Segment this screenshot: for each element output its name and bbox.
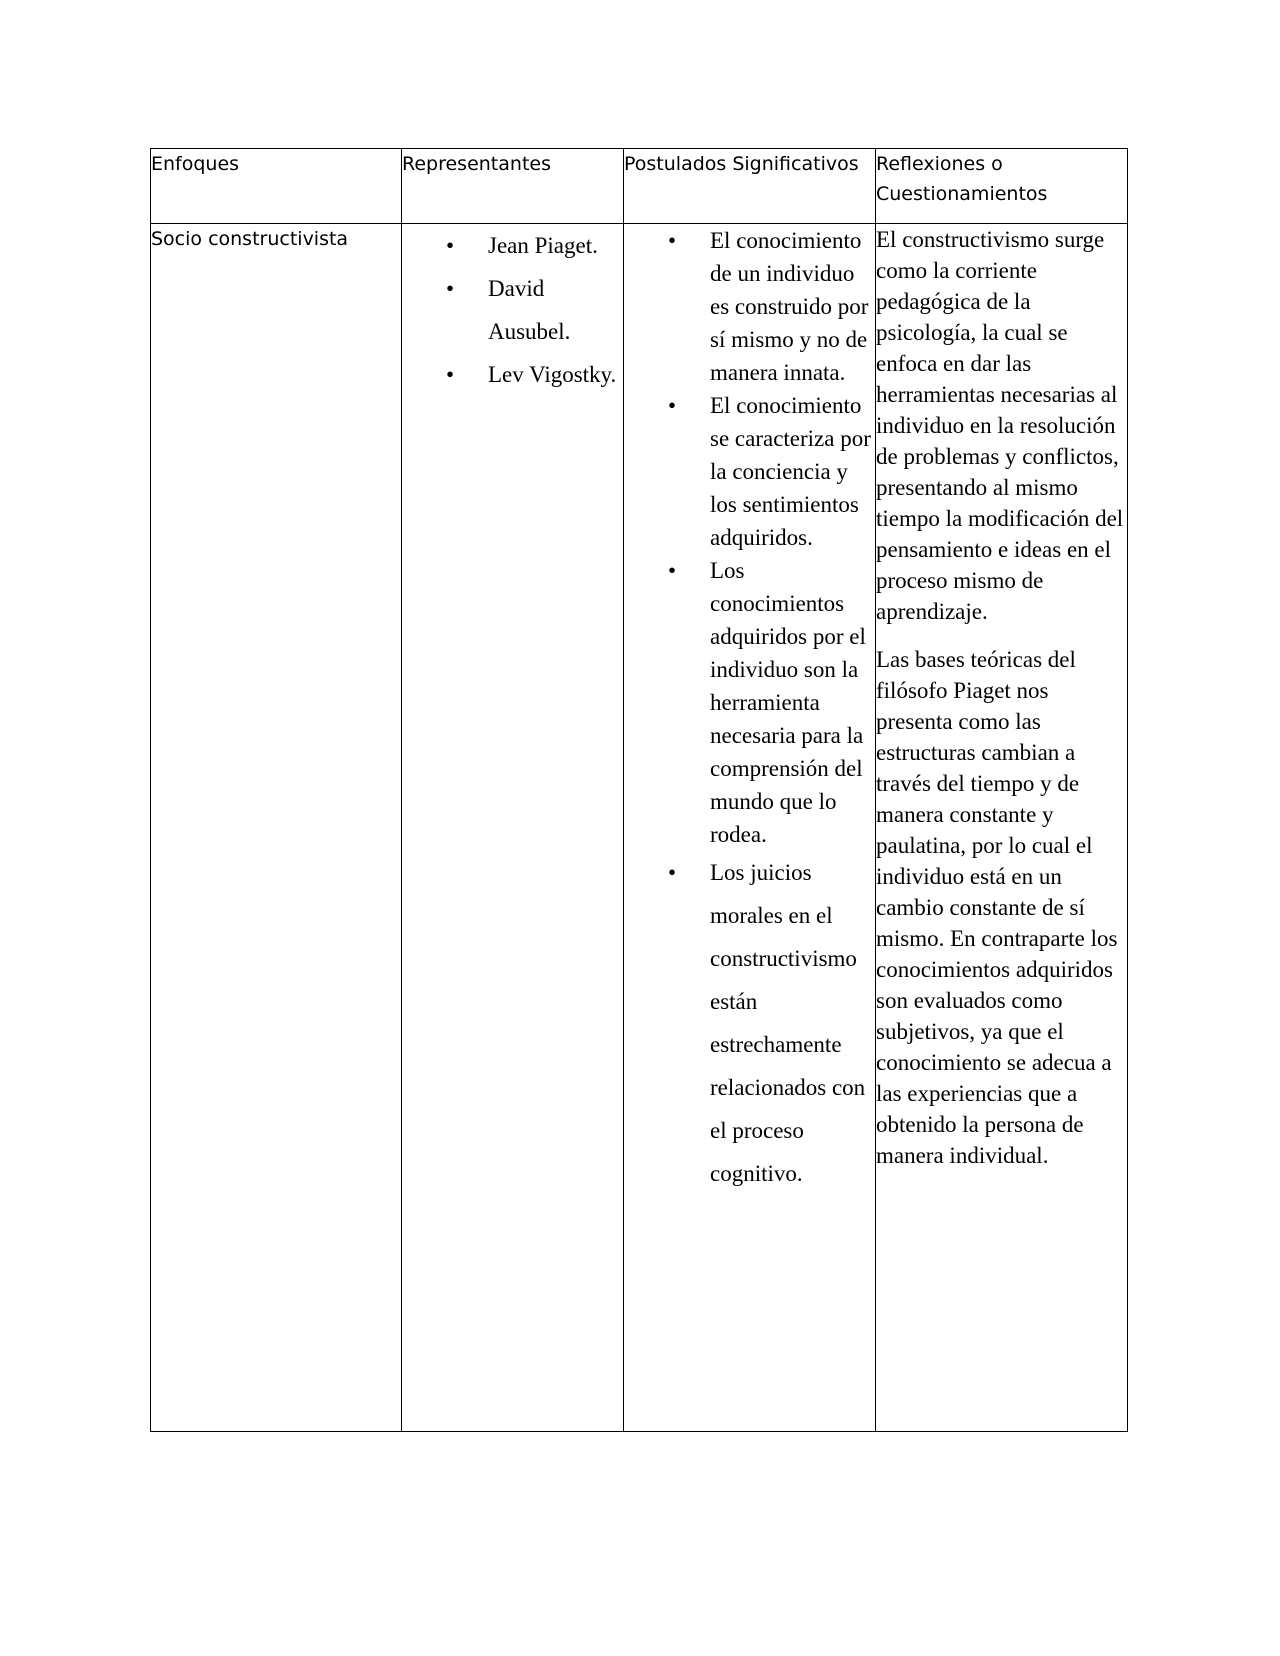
cell-representantes (402, 224, 624, 1432)
reflexion-paragraph: El constructivismo surge como la corriente pedagógica de la psicología, la cual se enfoca en dar las herramientas necesarias al individuo en la resolución de problemas y conflictos, presentando al mismo tiempo la modificación del pensamiento e ideas en el proceso mismo de aprendizaje. (876, 227, 1124, 624)
cell-reflexiones (876, 224, 1128, 1432)
representante-name: Jean Piaget. (488, 233, 598, 258)
postulado-text: Los juicios morales en el constructivismo están estrechamente relacionados con el proceso cognitivo. (710, 860, 866, 1186)
list-item (624, 554, 875, 851)
comparison-table (150, 148, 1128, 1432)
reflexion-paragraph: Las bases teóricas del filósofo Piaget nos presenta como las estructuras cambian a través del tiempo y de manera constante y paulatina, por lo cual el individuo está en un cambio constante de sí mismo. En contraparte los conocimientos adquiridos son evaluados como subjetivos, ya que el conocimiento se adecua a las experiencias que a obtenido la persona de manera individual. (876, 647, 1118, 1168)
representante-name: David Ausubel. (488, 276, 571, 344)
table-header-row (151, 149, 1128, 224)
table-row (151, 224, 1128, 1432)
postulados-list (624, 224, 875, 1195)
header-postulados: Postulados Significativos (624, 149, 876, 224)
postulado-text: El conocimiento de un individuo es construido por sí mismo y no de manera innata. (710, 228, 869, 385)
cell-postulados (624, 224, 876, 1432)
list-item (624, 389, 875, 554)
list-item (402, 224, 623, 267)
bullet-icon: • (446, 233, 455, 258)
representante-name: Lev Vigostky. (488, 362, 617, 387)
representantes-list (402, 224, 623, 396)
header-reflexiones: Reflexiones o Cuestionamientos (876, 149, 1128, 224)
header-enfoques: Enfoques (151, 149, 402, 224)
bullet-icon: • (668, 558, 677, 583)
list-item (624, 851, 875, 1195)
postulado-text: El conocimiento se caracteriza por la conciencia y los sentimientos adquiridos. (710, 393, 871, 550)
header-representantes: Representantes (402, 149, 624, 224)
bullet-icon: • (668, 860, 677, 885)
list-item (624, 224, 875, 389)
bullet-icon: • (446, 276, 455, 301)
list-item (402, 267, 623, 353)
list-item (402, 353, 623, 396)
bullet-icon: • (668, 393, 677, 418)
bullet-icon: • (668, 228, 677, 253)
postulado-text: Los conocimientos adquiridos por el individuo son la herramienta necesaria para la comprensión del mundo que lo rodea. (710, 558, 866, 847)
bullet-icon: • (446, 362, 455, 387)
cell-enfoque: Socio constructivista (151, 224, 402, 1432)
